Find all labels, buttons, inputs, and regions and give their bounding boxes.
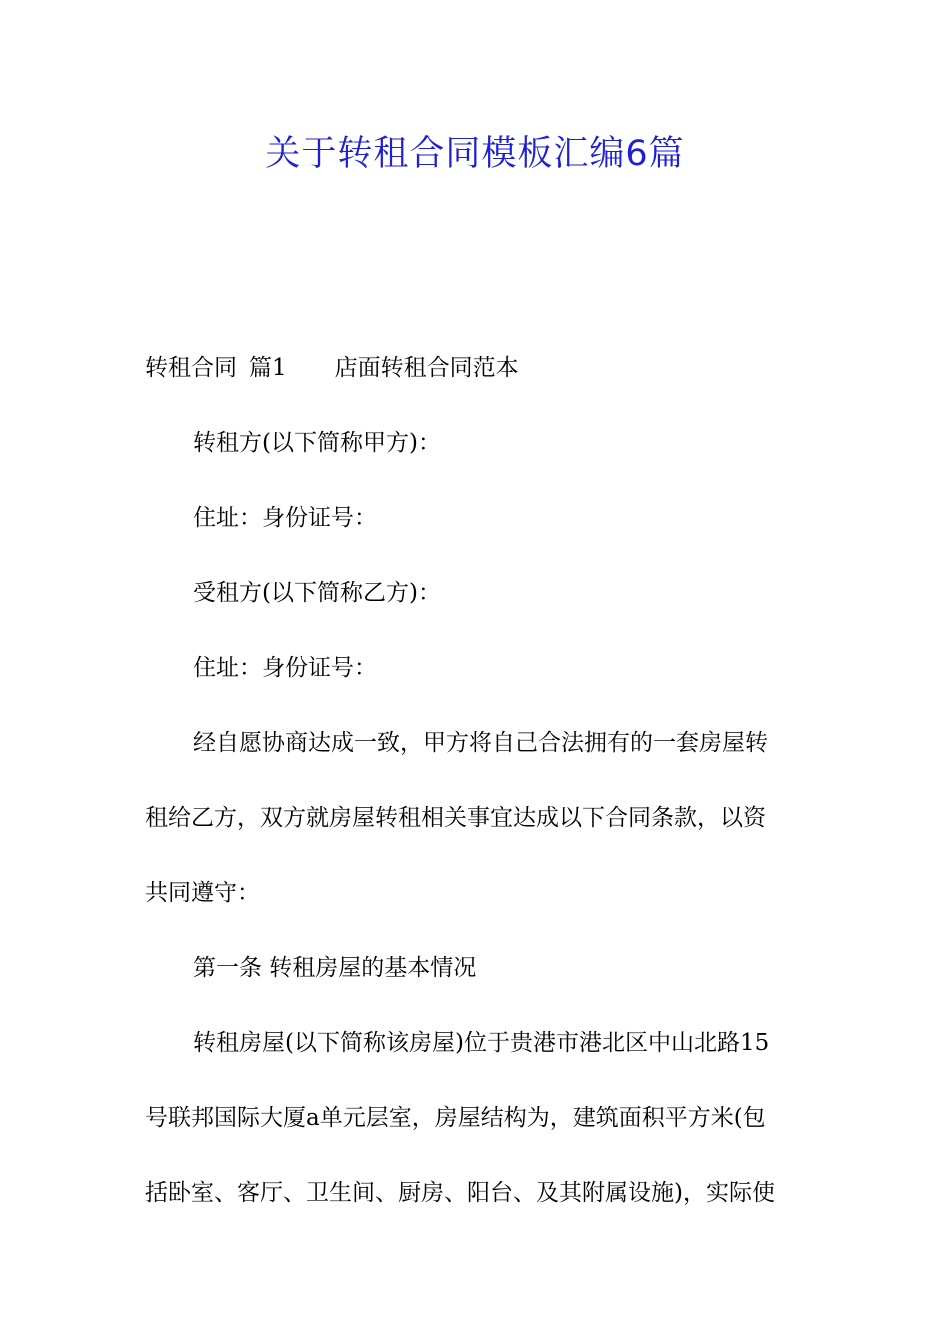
paragraph-line: 共同遵守： xyxy=(145,880,260,906)
paragraph-line: 受租方(以下简称乙方)： xyxy=(193,580,441,606)
paragraph-line: 括卧室、客厅、卫生间、厨房、阳台、及其附属设施)，实际使 xyxy=(145,1180,775,1206)
section-header-part3: 店面转租合同范本 xyxy=(334,355,519,381)
paragraph-line: 转租方(以下简称甲方)： xyxy=(193,430,441,456)
paragraph-line: 住址：身份证号： xyxy=(193,655,377,681)
article-heading: 第一条 转租房屋的基本情况 xyxy=(193,955,477,981)
paragraph-line: 经自愿协商达成一致，甲方将自己合法拥有的一套房屋转 xyxy=(193,730,768,756)
section-header-part1: 转租合同 xyxy=(145,355,237,381)
section-header xyxy=(145,331,810,406)
paragraph-line: 租给乙方，双方就房屋转租相关事宜达成以下合同条款，以资 xyxy=(145,805,766,831)
paragraph-line: 转租房屋(以下简称该房屋)位于贵港市港北区中山北路15 xyxy=(193,1030,770,1056)
document-title: 关于转租合同模板汇编6篇 xyxy=(265,134,685,174)
paragraph-line: 住址：身份证号： xyxy=(193,505,377,531)
section-header-part2: 篇1 xyxy=(249,355,287,381)
document-body xyxy=(145,331,810,1231)
paragraph-line: 号联邦国际大厦a单元层室，房屋结构为，建筑面积平方米(包 xyxy=(145,1105,766,1131)
